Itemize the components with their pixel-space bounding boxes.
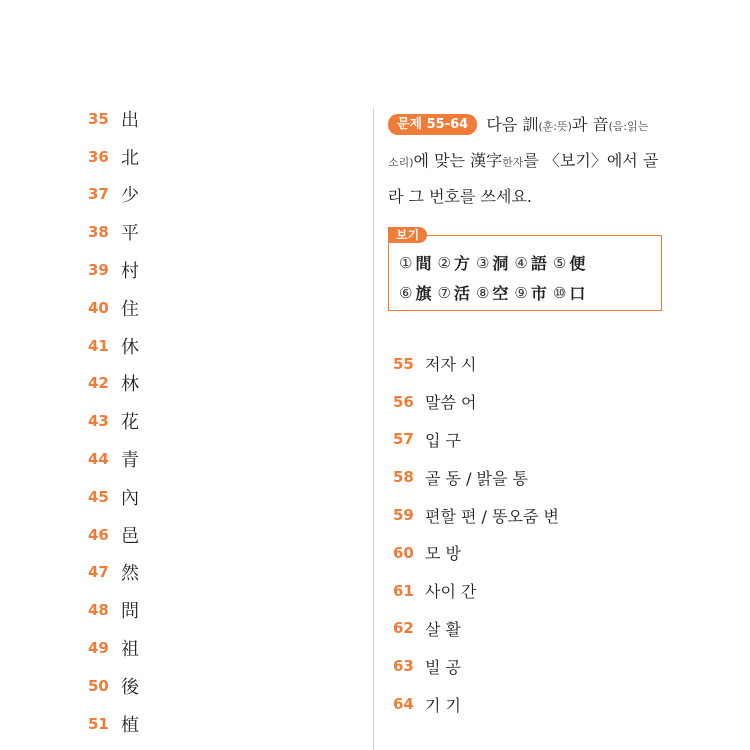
answer-item bbox=[393, 534, 693, 572]
answer-reading: 골 동 / 밝을 통 bbox=[425, 468, 529, 488]
answer-reading: 빌 공 bbox=[425, 657, 461, 677]
question-item bbox=[88, 251, 208, 289]
question-item bbox=[88, 516, 208, 554]
question-text: 를 〈보기〉에서 골 bbox=[523, 151, 659, 170]
question-number: 48 bbox=[88, 601, 109, 620]
question-hanja: 青 bbox=[121, 450, 139, 472]
question-number: 36 bbox=[88, 147, 109, 166]
question-item bbox=[88, 176, 208, 214]
option-number: ⑥ bbox=[399, 283, 413, 302]
option-hanja: 市 bbox=[530, 284, 547, 303]
question-number: 44 bbox=[88, 450, 109, 469]
question-hanja: 邑 bbox=[121, 525, 139, 547]
example-box bbox=[388, 235, 662, 311]
answer-number: 60 bbox=[393, 543, 414, 562]
question-item bbox=[88, 365, 208, 403]
question-item bbox=[88, 667, 208, 705]
option-hanja: 活 bbox=[453, 284, 470, 303]
answer-item bbox=[393, 345, 693, 383]
answer-reading: 입 구 bbox=[425, 430, 461, 450]
question-hanja: 平 bbox=[121, 223, 139, 245]
answer-number: 62 bbox=[393, 619, 414, 638]
question-text: 다음 bbox=[486, 115, 518, 134]
question-item bbox=[88, 402, 208, 440]
question-hanja: 然 bbox=[121, 563, 139, 585]
question-item bbox=[88, 138, 208, 176]
reading-question-list bbox=[393, 345, 693, 723]
question-hanja: 北 bbox=[121, 147, 139, 169]
question-text: 에 맞는 bbox=[413, 151, 466, 170]
question-hanja: 植 bbox=[121, 714, 139, 736]
answer-reading: 기 기 bbox=[425, 695, 461, 715]
option-hanja: 空 bbox=[492, 284, 509, 303]
option-number: ⑧ bbox=[475, 283, 490, 302]
question-number: 45 bbox=[88, 487, 109, 506]
option-number: ③ bbox=[475, 253, 490, 272]
option-number: ⑨ bbox=[514, 283, 528, 302]
question-line-2 bbox=[388, 144, 668, 180]
answer-reading: 저자 시 bbox=[425, 355, 477, 375]
answer-number: 58 bbox=[393, 468, 414, 487]
option-hanja: 旗 bbox=[415, 284, 432, 303]
question-hanja: 後 bbox=[121, 676, 139, 698]
question-item bbox=[88, 478, 208, 516]
question-hanja: 村 bbox=[121, 261, 139, 283]
question-number: 49 bbox=[88, 639, 109, 658]
option-number: ② bbox=[437, 253, 451, 272]
answer-number: 55 bbox=[393, 354, 414, 373]
option-hanja: 方 bbox=[453, 254, 470, 273]
option-hanja: 洞 bbox=[492, 254, 509, 273]
question-item bbox=[88, 289, 208, 327]
question-gloss: 한자 bbox=[502, 156, 524, 169]
option-number: ① bbox=[399, 253, 413, 272]
answer-number: 57 bbox=[393, 430, 414, 449]
question-number: 35 bbox=[88, 109, 109, 128]
answer-item bbox=[393, 496, 693, 534]
question-gloss: (훈:뜻) bbox=[538, 120, 572, 133]
answer-item bbox=[393, 610, 693, 648]
question-hanja: 音 bbox=[592, 115, 609, 134]
question-item bbox=[88, 591, 208, 629]
question-number: 42 bbox=[88, 374, 109, 393]
question-hanja: 少 bbox=[121, 185, 139, 207]
question-hanja: 內 bbox=[121, 487, 139, 509]
question-hanja: 訓 bbox=[522, 115, 539, 134]
question-hanja: 花 bbox=[121, 412, 139, 434]
question-number: 47 bbox=[88, 563, 109, 582]
question-number: 43 bbox=[88, 412, 109, 431]
question-hanja: 祖 bbox=[121, 639, 139, 661]
answer-item bbox=[393, 685, 693, 723]
question-text: 라 그 번호를 쓰세요. bbox=[388, 187, 532, 206]
option-hanja: 語 bbox=[530, 254, 547, 273]
question-item bbox=[88, 100, 208, 138]
question-item bbox=[88, 629, 208, 667]
answer-item bbox=[393, 572, 693, 610]
example-row-2 bbox=[399, 281, 588, 304]
question-hanja: 住 bbox=[121, 298, 139, 320]
question-hanja: 出 bbox=[121, 109, 139, 131]
question-hanja: 休 bbox=[121, 336, 139, 358]
answer-item bbox=[393, 458, 693, 496]
answer-reading: 살 활 bbox=[425, 619, 461, 639]
answer-number: 64 bbox=[393, 695, 414, 714]
question-item bbox=[88, 705, 208, 743]
question-number: 39 bbox=[88, 261, 109, 280]
question-number: 51 bbox=[88, 714, 109, 733]
question-number: 38 bbox=[88, 223, 109, 242]
option-number: ⑤ bbox=[552, 253, 567, 272]
answer-item bbox=[393, 647, 693, 685]
answer-reading: 말씀 어 bbox=[425, 393, 477, 413]
example-tag: 보기 bbox=[388, 227, 427, 243]
option-number: ⑦ bbox=[437, 283, 451, 302]
answer-item bbox=[393, 421, 693, 459]
question-text: 과 bbox=[571, 115, 588, 134]
question-number: 41 bbox=[88, 336, 109, 355]
answer-number: 63 bbox=[393, 657, 414, 676]
hanja-question-list bbox=[88, 100, 208, 743]
option-number: ④ bbox=[514, 253, 528, 272]
question-item bbox=[88, 213, 208, 251]
column-divider bbox=[373, 108, 374, 750]
option-hanja: 間 bbox=[415, 254, 432, 273]
question-number: 37 bbox=[88, 185, 109, 204]
example-row-1 bbox=[399, 251, 588, 274]
question-number: 46 bbox=[88, 525, 109, 544]
option-hanja: 便 bbox=[569, 254, 586, 273]
question-hanja: 林 bbox=[121, 374, 139, 396]
question-item bbox=[88, 327, 208, 365]
option-hanja: 口 bbox=[569, 284, 586, 303]
question-number: 40 bbox=[88, 298, 109, 317]
option-number: ⑩ bbox=[552, 283, 567, 302]
answer-reading: 편할 편 / 똥오줌 변 bbox=[425, 506, 559, 526]
question-item bbox=[88, 440, 208, 478]
answer-number: 59 bbox=[393, 506, 414, 525]
question-gloss: (음:읽는 bbox=[608, 120, 649, 133]
answer-reading: 모 방 bbox=[425, 544, 461, 564]
answer-reading: 사이 간 bbox=[425, 582, 477, 602]
answer-item bbox=[393, 383, 693, 421]
question-number: 50 bbox=[88, 676, 109, 695]
answer-number: 61 bbox=[393, 581, 414, 600]
question-hanja: 漢字 bbox=[470, 151, 503, 170]
question-gloss: 소리) bbox=[388, 156, 414, 169]
question-badge: 문제 55-64 bbox=[388, 114, 477, 135]
question-line-3 bbox=[388, 180, 668, 214]
question-instructions bbox=[388, 108, 668, 214]
answer-number: 56 bbox=[393, 392, 414, 411]
question-line-1 bbox=[388, 108, 668, 144]
question-item bbox=[88, 554, 208, 592]
question-hanja: 問 bbox=[121, 601, 139, 623]
